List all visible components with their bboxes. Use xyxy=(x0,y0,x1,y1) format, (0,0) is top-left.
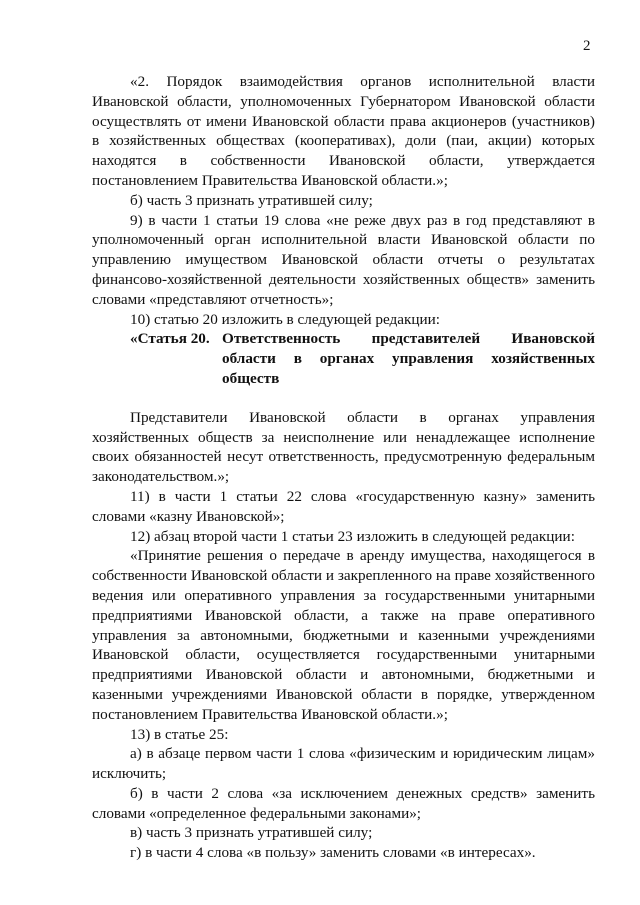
paragraph-item-12: 12) абзац второй части 1 статьи 23 изложить в следующей редакции: xyxy=(130,527,575,545)
article-heading xyxy=(92,329,595,388)
spacer xyxy=(92,389,595,408)
paragraph-representatives: Представители Ивановской области в органах управления хозяйственных обществ за неисполнение или ненадлежащее исполнение своих обязанностей несут ответственность, предусмотренную федеральным законодательством.»; xyxy=(92,408,595,486)
article-number: «Статья 20. xyxy=(130,330,210,348)
paragraph-item-13: 13) в статье 25: xyxy=(130,725,229,743)
paragraph-order-clause: «2. Порядок взаимодействия органов исполнительной власти Ивановской области, уполномоченных Губернатором Ивановской области осуществлять от имени Ивановской области права акционеров (участников) в хозяйственных обществах (кооперативах), доли (паи, акции) которых находятся в собственности Ивановской области, утверждается постановлением Правительства Ивановской области.»; xyxy=(92,73,595,189)
paragraph-item-11: 11) в части 1 статьи 22 слова «государственную казну» заменить словами «казну Ивановской»; xyxy=(92,487,595,525)
document-body xyxy=(92,72,595,863)
paragraph-item-10: 10) статью 20 изложить в следующей редакции: xyxy=(130,310,440,328)
paragraph-item-13g: г) в части 4 слова «в пользу» заменить словами «в интересах». xyxy=(130,844,536,862)
page-number: 2 xyxy=(583,38,591,54)
article-title: Ответственность представителей Ивановской области в органах управления хозяйственных обществ xyxy=(222,330,595,387)
paragraph-item-13a: а) в абзаце первом части 1 слова «физическим и юридическим лицам» исключить; xyxy=(92,745,595,783)
paragraph-part3-void: б) часть 3 признать утратившей силу; xyxy=(130,191,373,209)
paragraph-item-9: 9) в части 1 статьи 19 слова «не реже двух раз в год представляют в уполномоченный орган исполнительной власти Ивановской области по управлению имуществом Ивановской области отчеты о результатах финансово-хозяйственной деятельности хозяйственных обществ» заменить словами «представляют отчетность»; xyxy=(92,211,595,308)
paragraph-item-13b: б) в части 2 слова «за исключением денежных средств» заменить словами «определенное федеральными законами»; xyxy=(92,784,595,822)
paragraph-lease-decision: «Принятие решения о передаче в аренду имущества, находящегося в собственности Ивановской области и закрепленного на праве хозяйственного ведения или оперативного управления за государственными унитарными предприятиями Ивановской области, а также на праве оперативного управления за автономными, бюджетными и казенными учреждениями Ивановской области, осуществляется государственными унитарными предприятиями Ивановской области и автономными, бюджетными и казенными учреждениями Ивановской области в порядке, утвержденном постановлением Правительства Ивановской области.»; xyxy=(92,547,595,723)
paragraph-item-13v: в) часть 3 признать утратившей силу; xyxy=(130,824,373,842)
